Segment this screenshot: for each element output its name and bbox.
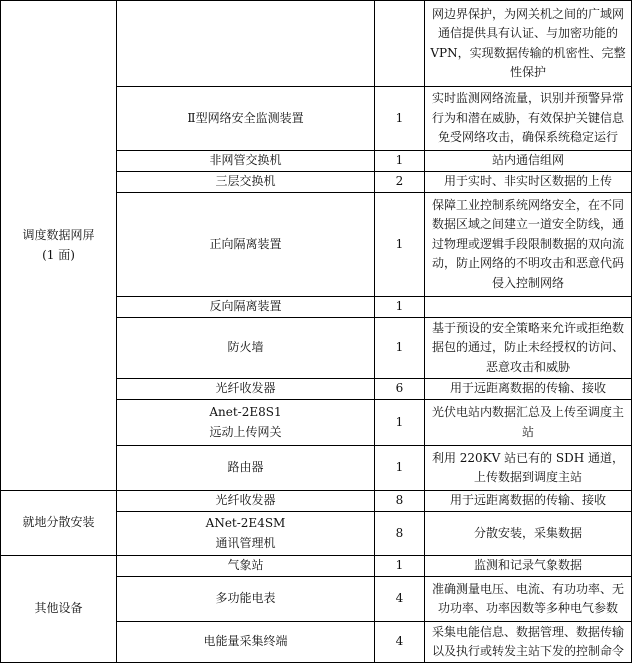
category-cell [1,1,117,491]
table-row [1,556,632,577]
category-cell: 就地分散安装 [1,491,117,556]
device-cell: Ⅱ型网络安全监测装置 [117,87,375,151]
qty-cell: 2 [375,172,425,193]
device-cell: 正向隔离装置 [117,193,375,297]
qty-cell: 6 [375,379,425,400]
desc-cell: 采集电能信息、数据管理、数据传输以及执行或转发主站下发的控制命令 [425,622,632,663]
desc-cell [425,297,632,318]
device-cell: 光纤收发器 [117,491,375,512]
device-cell: 多功能电表 [117,577,375,622]
desc-cell: 利用 220KV 站已有的 SDH 通道，上传数据到调度主站 [425,446,632,491]
device-cell: 气象站 [117,556,375,577]
desc-cell: 保障工业控制系统网络安全，在不同数据区域之间建立一道安全防线，通过物理或逻辑手段限制数据的双向流动，防止网络的不明攻击和恶意代码侵入控制网络 [425,193,632,297]
desc-cell: 实时监测网络流量，识别并预警异常行为和潜在威胁，有效保护关键信息免受网络攻击，确保系统稳定运行 [425,87,632,151]
qty-cell: 1 [375,556,425,577]
device-model: Anet-2E8S1 [209,405,282,419]
device-cell: 非网管交换机 [117,151,375,172]
device-cell [117,512,375,556]
qty-cell: 8 [375,512,425,556]
device-cell: 防火墙 [117,318,375,379]
qty-cell: 8 [375,491,425,512]
qty-cell: 1 [375,87,425,151]
device-cell [117,1,375,87]
desc-cell: 用于远距离数据的传输、接收 [425,379,632,400]
device-cell: 三层交换机 [117,172,375,193]
qty-cell: 1 [375,318,425,379]
table-row [1,491,632,512]
category-sublabel: (1 面) [42,247,75,262]
device-role: 远动上传网关 [209,424,282,439]
qty-cell: 1 [375,400,425,446]
device-cell: 反向隔离装置 [117,297,375,318]
device-cell [117,400,375,446]
device-cell: 路由器 [117,446,375,491]
qty-cell [375,1,425,87]
desc-cell: 用于远距离数据的传输、接收 [425,491,632,512]
desc-cell: 基于预设的安全策略来允许或拒绝数据包的通过，防止未经授权的访问、恶意攻击和威胁 [425,318,632,379]
desc-cell: 网边界保护，为网关机之间的广域网通信提供具有认证、与加密功能的VPN，实现数据传输的机密性、完整性保护 [425,1,632,87]
category-label: 调度数据网屏 [22,228,95,242]
device-role: 通讯管理机 [215,535,276,550]
desc-cell: 分散安装，采集数据 [425,512,632,556]
desc-cell: 光伏电站内数据汇总及上传至调度主站 [425,400,632,446]
category-cell: 其他设备 [1,556,117,663]
desc-cell: 站内通信组网 [425,151,632,172]
table-row [1,1,632,87]
qty-cell: 1 [375,297,425,318]
desc-cell: 监测和记录气象数据 [425,556,632,577]
device-cell: 光纤收发器 [117,379,375,400]
desc-cell: 用于实时、非实时区数据的上传 [425,172,632,193]
desc-cell: 准确测量电压、电流、有功功率、无功功率、功率因数等多种电气参数 [425,577,632,622]
qty-cell: 1 [375,446,425,491]
qty-cell: 1 [375,193,425,297]
device-model: ANet-2E4SM [205,516,286,530]
qty-cell: 4 [375,622,425,663]
qty-cell: 1 [375,151,425,172]
qty-cell: 4 [375,577,425,622]
device-cell: 电能量采集终端 [117,622,375,663]
